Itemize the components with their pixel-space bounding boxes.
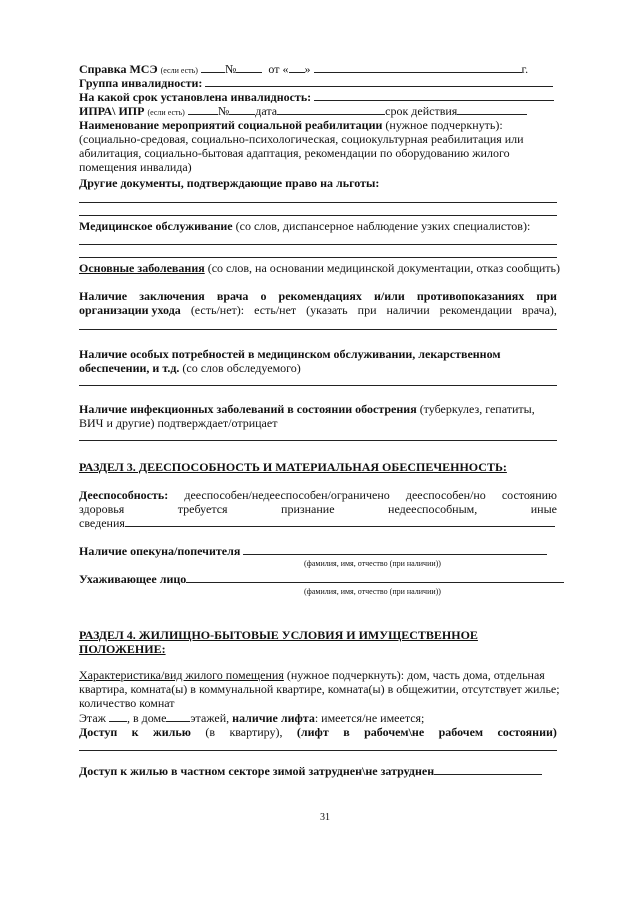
section-3-title: РАЗДЕЛ 3. ДЕЕСПОСОБНОСТЬ И МАТЕРИАЛЬНАЯ ОБЕСПЕЧЕННОСТЬ: <box>79 460 507 474</box>
doctor-word: заключения <box>139 289 205 303</box>
rehab-line2: (социально-средовая, социально-психологическая, социокультурная реабилитация или <box>79 132 524 146</box>
disability-term-field[interactable] <box>314 90 554 101</box>
ipra-label: ИПРА\ ИПР <box>79 104 145 118</box>
doctor-word: (есть/нет): <box>190 303 245 317</box>
capacity-line2 <box>79 502 557 516</box>
mse-number-field[interactable] <box>236 62 262 73</box>
special-needs-line1: Наличие особых потребностей в медицинском обслуживании, лекарственном <box>79 347 501 361</box>
floors-suffix: этажей, <box>190 711 230 725</box>
other-documents-line-2[interactable] <box>79 215 557 216</box>
doctor-word: и/или <box>373 289 405 303</box>
mse-date-close: » <box>304 62 311 76</box>
rehab-line3: абилитация, социально-бытовая адаптация, рекомендации по оборудованию жилого <box>79 146 510 160</box>
access-row <box>79 725 557 739</box>
caregiver-caption: (фамилия, имя, отчество (при наличии)) <box>304 587 441 596</box>
access-word: квартиру), <box>229 725 283 739</box>
mse-month-year-field[interactable] <box>314 62 522 73</box>
care-organization-label: организации ухода <box>79 303 181 317</box>
main-diseases-row <box>79 261 560 275</box>
capacity-word: дееспособен/но <box>405 488 486 502</box>
access-word: состоянии) <box>497 725 557 739</box>
access-word: к <box>131 725 139 739</box>
ipra-date-field[interactable] <box>277 104 385 115</box>
main-diseases-hint: (со слов, на основании медицинской документации, отказ сообщить) <box>207 261 560 275</box>
disability-group-label: Группа инвалидности: <box>79 76 203 90</box>
doctor-word: (указать <box>306 303 348 317</box>
other-documents-line-1[interactable] <box>79 202 557 203</box>
ipra-validity-field[interactable] <box>457 104 527 115</box>
access-word: Доступ <box>79 725 118 739</box>
infections-line[interactable] <box>79 440 557 441</box>
medical-service-hint: (со слов, диспансерное наблюдение узких специалистов): <box>235 219 531 233</box>
rehab-hint: (нужное подчеркнуть): <box>385 118 503 132</box>
mse-day-field[interactable] <box>289 62 305 73</box>
access-private-row <box>79 764 542 778</box>
floors-count-field[interactable] <box>166 711 190 722</box>
doctor-word: есть/нет <box>254 303 297 317</box>
medical-service-row <box>79 219 530 233</box>
medical-service-line-2[interactable] <box>79 257 557 258</box>
floor-row <box>79 711 424 725</box>
capacity-word: здоровья <box>79 502 125 516</box>
capacity-line1 <box>79 488 557 502</box>
guardian-label: Наличие опекуна/попечителя <box>79 544 241 558</box>
disability-group-row <box>79 76 553 90</box>
mse-date-from: от « <box>268 62 289 76</box>
mse-certificate-note: (если есть) <box>160 66 198 75</box>
doctor-word: врача), <box>522 303 557 317</box>
housing-hint: (нужное подчеркнуть): дом, часть дома, отдельная <box>286 668 545 682</box>
caregiver-row <box>79 572 564 586</box>
medical-service-line-1[interactable] <box>79 244 557 245</box>
access-word: (лифт <box>296 725 329 739</box>
housing-line1 <box>79 668 545 682</box>
infections-label: Наличие инфекционных заболеваний в состоянии обострения <box>79 402 417 416</box>
mse-series-field[interactable] <box>201 62 225 73</box>
disability-group-field[interactable] <box>205 76 553 87</box>
ipra-series-field[interactable] <box>188 104 218 115</box>
access-word: рабочем <box>438 725 484 739</box>
doctor-word: при <box>357 303 377 317</box>
special-needs-bold: обеспечении, и т.д. <box>79 361 180 375</box>
infections-hint: (туберкулез, гепатиты, <box>419 402 535 416</box>
ipra-note: (если есть) <box>147 108 185 117</box>
doctor-conclusion-line1 <box>79 289 557 303</box>
guardian-row <box>79 544 547 558</box>
doctor-word: о <box>260 289 267 303</box>
guardian-caption: (фамилия, имя, отчество (при наличии)) <box>304 559 441 568</box>
floor-house-label: , в доме <box>126 711 167 725</box>
capacity-word: иные <box>530 502 557 516</box>
access-private-label: Доступ к жилью в частном секторе зимой затруднен\не затруднен <box>79 764 435 778</box>
rehab-heading <box>79 118 503 132</box>
capacity-other-label: сведения <box>79 516 125 530</box>
access-word: жилью <box>153 725 191 739</box>
other-documents-label: Другие документы, подтверждающие право на льготы: <box>79 176 380 190</box>
special-needs-hint: (со слов обследуемого) <box>182 361 301 375</box>
disability-term-row <box>79 90 554 104</box>
capacity-word: требуется <box>177 502 228 516</box>
housing-line3: количество комнат <box>79 696 175 710</box>
section-4-title-1: РАЗДЕЛ 4. ЖИЛИЩНО-БЫТОВЫЕ УСЛОВИЯ И ИМУЩЕСТВЕННОЕ <box>79 628 478 642</box>
mse-number-sign: № <box>224 62 237 76</box>
doctor-word: при <box>536 289 557 303</box>
mse-certificate-label: Справка МСЭ <box>79 62 158 76</box>
ipra-date-label: дата <box>255 104 278 118</box>
doctor-word: рекомендации <box>439 303 513 317</box>
capacity-word: дееспособен/недееспособен/ограничено <box>184 488 390 502</box>
lift-options: : имеется/не имеется; <box>314 711 425 725</box>
capacity-word: недееспособным, <box>388 502 478 516</box>
access-word: в <box>343 725 350 739</box>
access-line[interactable] <box>79 750 557 751</box>
doctor-conclusion-line[interactable] <box>79 329 557 330</box>
infections-line1 <box>79 402 535 416</box>
floor-field[interactable] <box>109 711 127 722</box>
access-word: (в <box>205 725 216 739</box>
section-4-title-2: ПОЛОЖЕНИЕ: <box>79 642 166 656</box>
capacity-word: состоянию <box>501 488 557 502</box>
capacity-label: Дееспособность: <box>79 488 169 502</box>
doctor-word: наличии <box>386 303 430 317</box>
access-word: рабочем\не <box>364 725 425 739</box>
capacity-line3 <box>79 516 555 530</box>
caregiver-field[interactable] <box>186 572 564 583</box>
capacity-other-field[interactable] <box>125 516 555 527</box>
doctor-word: противопоказаниях <box>416 289 525 303</box>
guardian-field[interactable] <box>243 544 547 555</box>
capacity-word: признание <box>281 502 335 516</box>
doctor-word: Наличие <box>79 289 128 303</box>
main-diseases-label: Основные заболевания <box>79 261 205 275</box>
doctor-conclusion-line2 <box>79 303 557 317</box>
ipra-validity-label: срок действия <box>385 104 458 118</box>
caregiver-label: Ухаживающее лицо <box>79 572 187 586</box>
housing-line2: квартира, комната(ы) в коммунальной квартире, комната(ы) в общежитии, отсутствует жилье; <box>79 682 560 696</box>
special-needs-line2 <box>79 361 301 375</box>
medical-service-label: Медицинское обслуживание <box>79 219 233 233</box>
doctor-word: рекомендациях <box>278 289 362 303</box>
ipra-number-sign: № <box>217 104 230 118</box>
rehab-label: Наименование мероприятий социальной реабилитации <box>79 118 383 132</box>
doctor-word: врача <box>216 289 249 303</box>
access-private-field[interactable] <box>434 764 542 775</box>
floor-label: Этаж <box>79 711 106 725</box>
housing-label: Характеристика/вид жилого помещения <box>79 668 284 682</box>
mse-year-suffix: г. <box>521 62 529 76</box>
lift-label: наличие лифта <box>232 711 315 725</box>
rehab-line4: помещения инвалида) <box>79 160 192 174</box>
disability-term-label: На какой срок установлена инвалидность: <box>79 90 312 104</box>
page-number: 31 <box>320 812 330 823</box>
special-needs-line[interactable] <box>79 385 557 386</box>
ipra-number-field[interactable] <box>229 104 255 115</box>
infections-line2: ВИЧ и другие) подтверждает/отрицает <box>79 416 278 430</box>
